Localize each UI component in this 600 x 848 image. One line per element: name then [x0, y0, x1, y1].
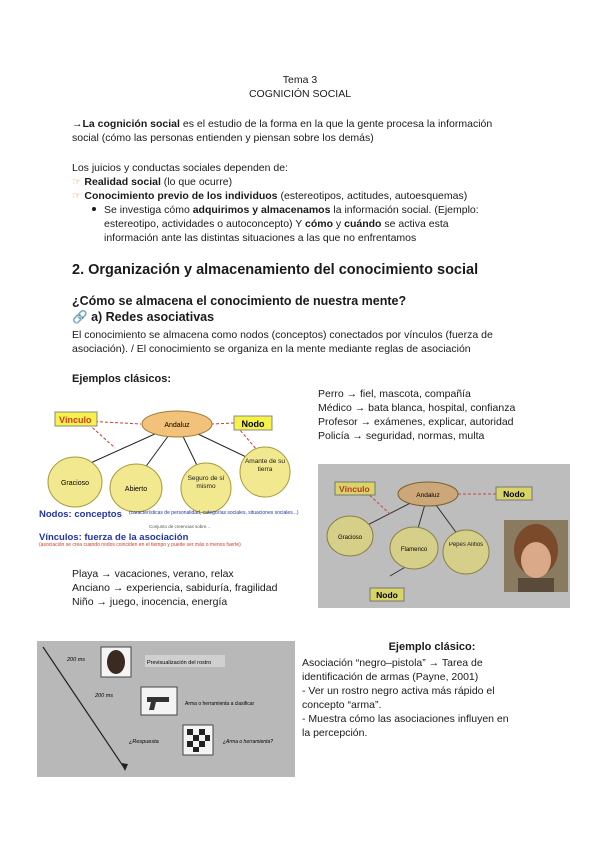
depend-lead: Los juicios y conductas sociales dependen de:: [72, 162, 288, 174]
section-2-title: 2. Organización y almacenamiento del conocimiento social: [72, 262, 479, 278]
svg-text:Nodo: Nodo: [376, 590, 398, 600]
svg-text:¿Arma o herramienta?: ¿Arma o herramienta?: [223, 739, 274, 745]
pointing-hand-icon: ☞: [72, 190, 82, 202]
list-item: Médico → bata blanca, hospital, confianza: [318, 402, 516, 414]
depend-item-2: ☞ Conocimiento previo de los individuos (estereotipos, actitudes, autoesquemas): [72, 190, 468, 202]
redes-paragraph: El conocimiento se almacena como nodos (conceptos) conectados por vínculos (fuerza de asociación). / El conocimiento se organiza en la mente mediante reglas de asociación: [72, 329, 493, 355]
examples-right-list: [318, 387, 578, 443]
nodo-label: Nodo: [241, 419, 265, 429]
list-item: Profesor → exámenes, explicar, autoridad: [318, 416, 514, 428]
list-item: Playa → vacaciones, verano, relax: [72, 568, 234, 580]
svg-text:Gracioso: Gracioso: [337, 535, 363, 541]
portrait-photo: [504, 520, 568, 592]
classic-example-text: Asociación “negro–pistola” → Tarea de identificación de armas (Payne, 2001) - Ver un rostro negro activa más rápido el concepto “arma”. - Muestra cómo las asociaciones influyen en la percepción.: [302, 657, 509, 739]
list-item: Perro → fiel, mascota, compañía: [318, 388, 471, 400]
svg-text:200 ms: 200 ms: [67, 657, 86, 663]
list-item: Anciano → experiencia, sabiduría, fragilidad: [72, 582, 278, 594]
svg-text:Arma o herramienta a clasifica: Arma o herramienta a clasificar: [185, 701, 255, 707]
vinculos-label: Vínculos: fuerza de la asociación: [39, 532, 189, 543]
nodos-label: Nodos: conceptos: [39, 509, 122, 520]
svg-text:Vínculo: Vínculo: [339, 484, 370, 494]
intro-arrow: →: [72, 118, 83, 130]
classic-example-title: Ejemplo clásico:: [388, 641, 476, 653]
link-icon: 🔗: [72, 310, 88, 324]
face-icon: [107, 650, 125, 674]
redes-asociativas-heading: 🔗 a) Redes asociativas: [72, 310, 215, 324]
examples-title: Ejemplos clásicos:: [72, 373, 172, 385]
page-title: COGNICIÓN SOCIAL: [248, 88, 352, 100]
depend-subitem: Se investiga cómo adquirimos y almacenamos la información social. (Ejemplo: estereotipo, actividades o autoconcepto) Y cómo y cuándo se activa esta información ante las distintas situaciones a las que no enfrentamos: [72, 203, 552, 245]
svg-text:Nodo: Nodo: [503, 489, 525, 499]
svg-text:Previsualización del rostro: Previsualización del rostro: [147, 660, 212, 666]
svg-text:Flamenco: Flamenco: [400, 547, 428, 553]
depend-block: [72, 161, 552, 245]
intro-bold: La cognición social: [82, 118, 180, 130]
svg-text:200 ms: 200 ms: [95, 693, 114, 699]
intro-rest: es el estudio de la forma en la que la gente procesa la información: [179, 118, 493, 130]
topic-number: Tema 3: [282, 74, 318, 86]
associative-network-photo: Andaluz Vínculo Nodo Gracioso Flamenco Pepes Alifios Nodo: [318, 464, 570, 608]
svg-text:Andaluz: Andaluz: [416, 492, 440, 499]
svg-text:Abierto: Abierto: [124, 486, 148, 493]
intro-line2: social (cómo las personas entienden y piensan sobre los demás): [72, 132, 374, 144]
examples-left-list: [72, 567, 312, 609]
legend-small: Conjunto de creencias sobre...: [149, 524, 211, 529]
intro-paragraph: [72, 117, 542, 145]
vinculo-label: Vínculo: [59, 415, 92, 425]
payne-task-figure: [37, 641, 295, 777]
list-item: Policía → seguridad, normas, multa: [318, 430, 485, 442]
svg-text:Gracioso: Gracioso: [60, 480, 90, 487]
associative-network-diagram: Andaluz Vínculo Nodo Gracioso Abierto Seguro de sí mismo Amante de su tierra Nodos: conceptos (características de personalidad, categorías sociales, situaciones sociales...) Conjunto de creencias sobre... Vínculos: fuerza de la asociación (asociación se crea cuando nodos coinciden en el tiempo y puede ser más o menos fuerte): [37, 402, 317, 560]
center-node-label: Andaluz: [164, 422, 190, 429]
depend-item-1: ☞ Realidad social (lo que ocurre): [72, 176, 233, 188]
pointing-hand-icon: ☞: [72, 176, 82, 188]
bullet-dot-icon: [92, 207, 96, 211]
svg-text:¿Respuesta: ¿Respuesta: [129, 739, 159, 745]
section-2-question: ¿Cómo se almacena el conocimiento de nuestra mente?: [72, 294, 407, 308]
list-item: Niño → juego, inocencia, energía: [72, 596, 228, 608]
